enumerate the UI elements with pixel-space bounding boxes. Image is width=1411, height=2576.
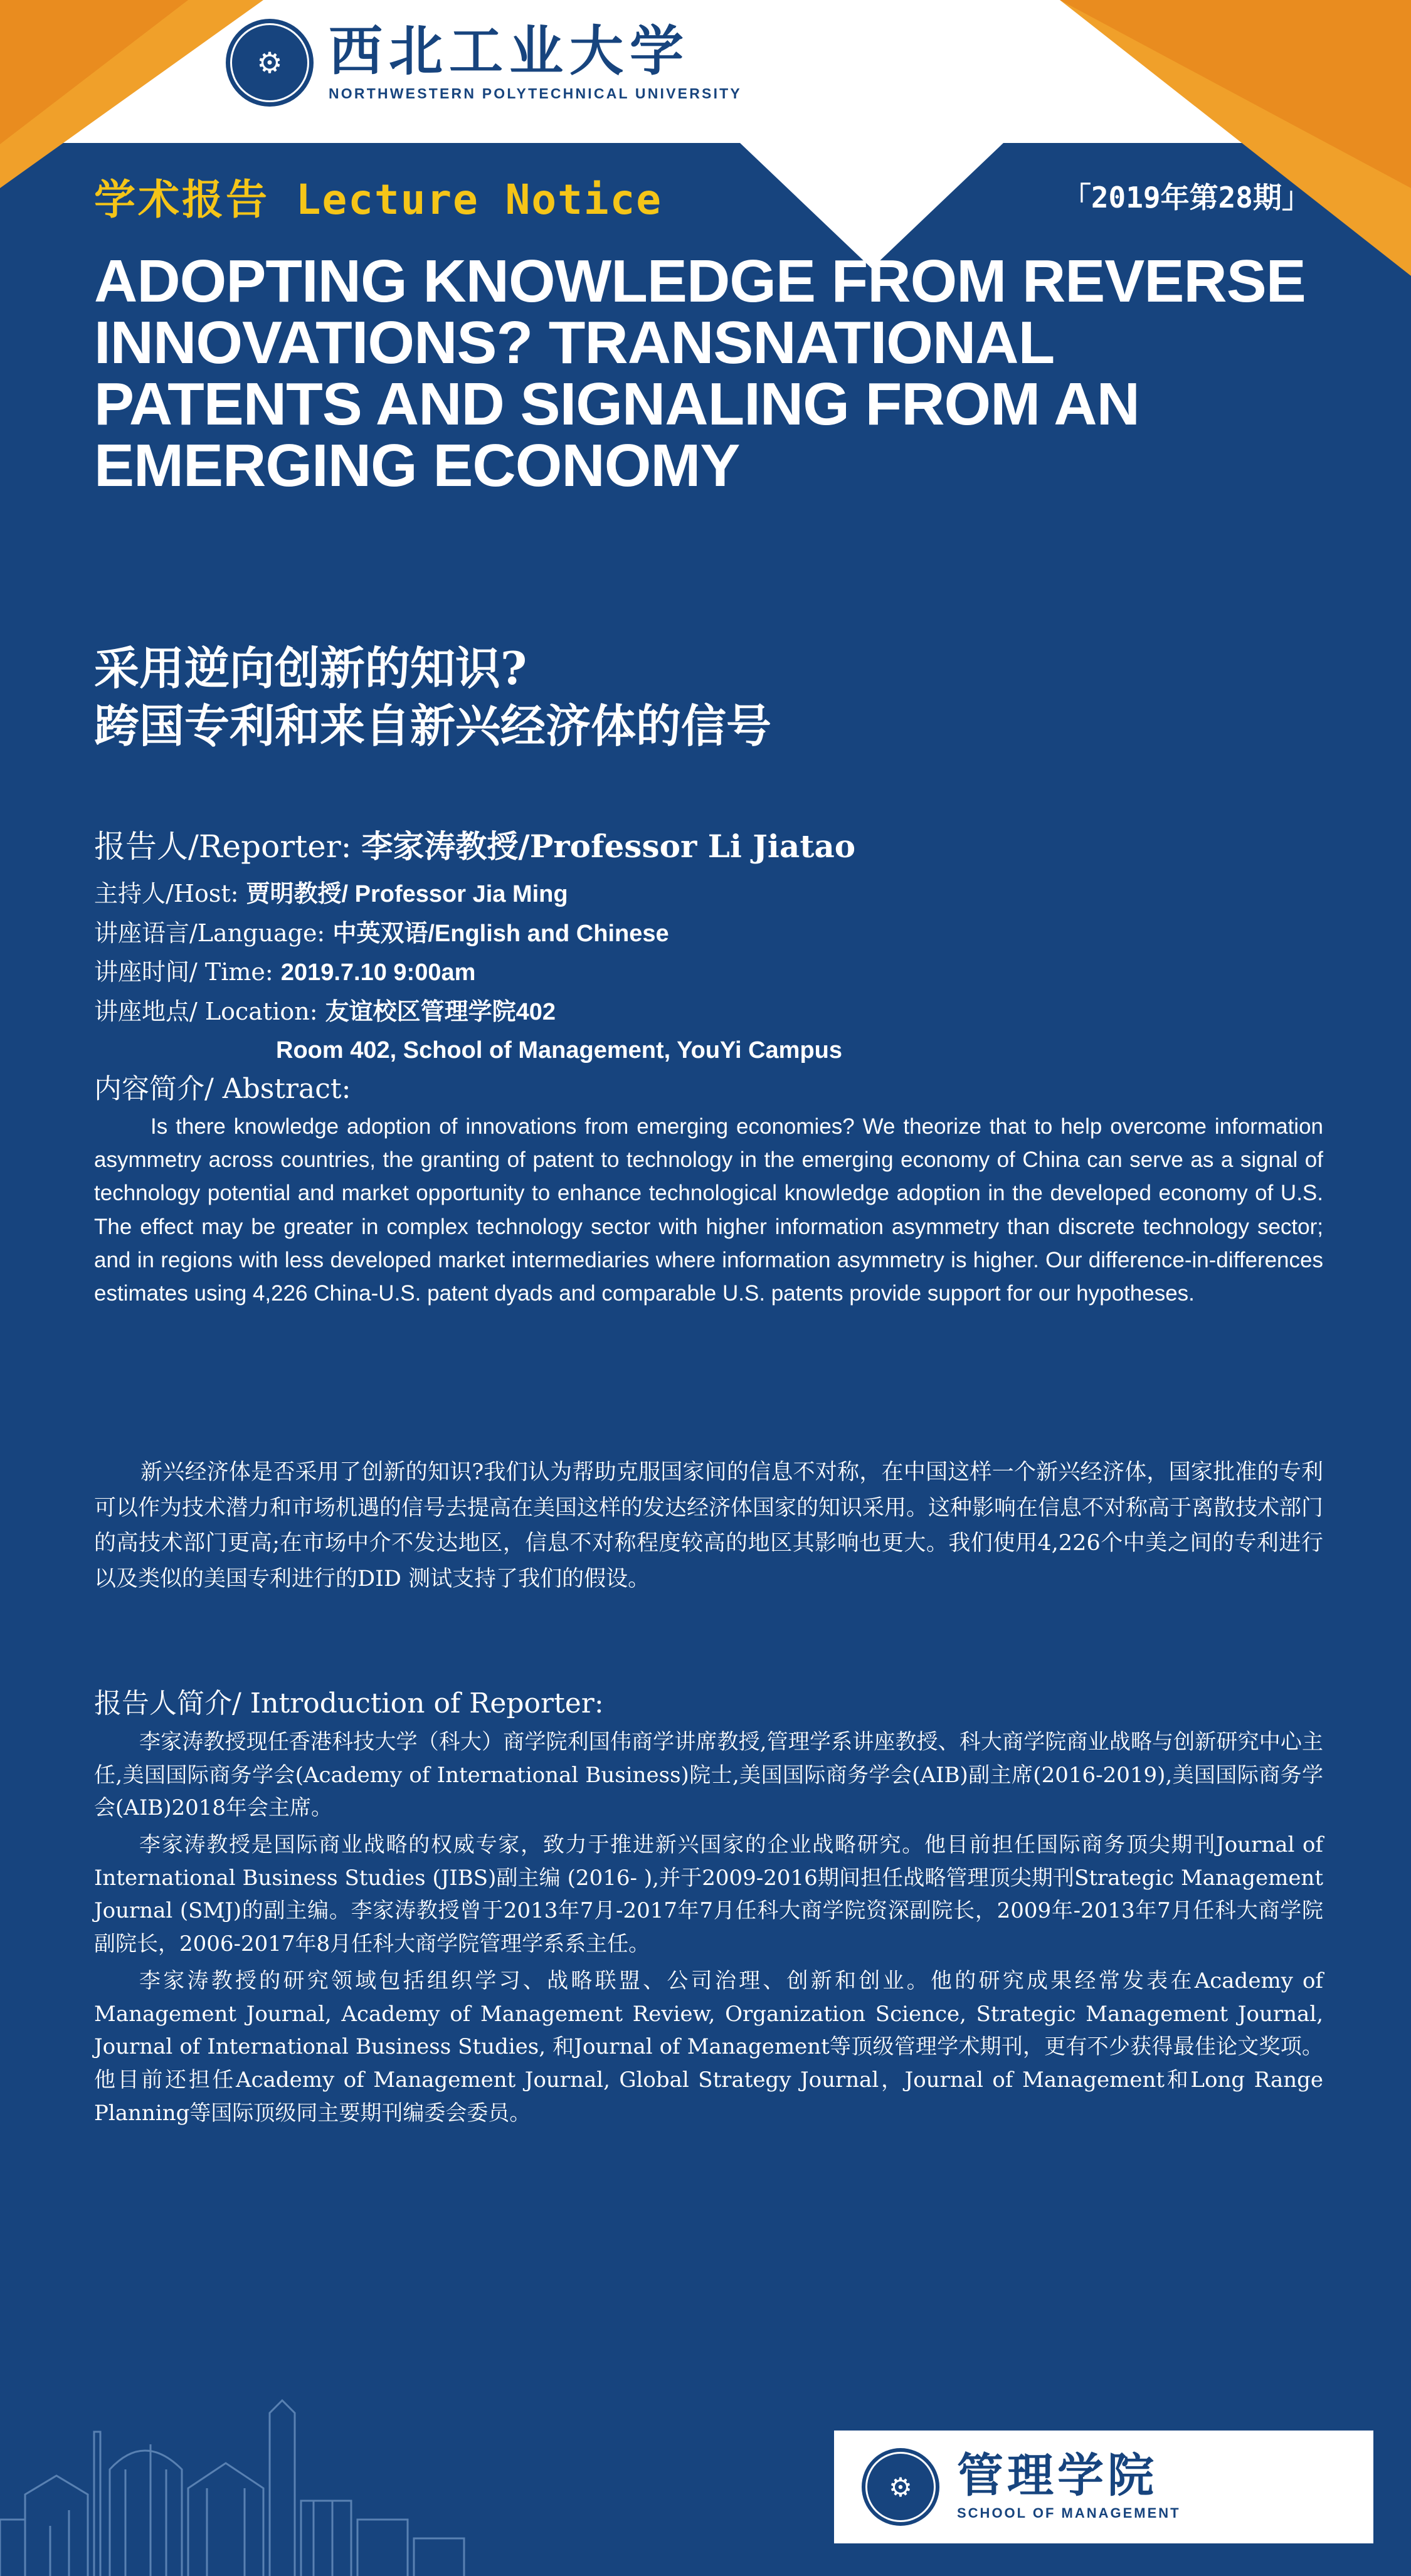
abstract-text-cn: 新兴经济体是否采用了创新的知识?我们认为帮助克服国家间的信息不对称，在中国这样一个新兴经济体，国家批准的专利可以作为技术潜力和市场机遇的信号去提高在美国这样的发达经济体国家的知识采用。这种影响在信息不对称高于离散技术部门的高技术部门更高;在市场中介不发达地区，信息不对称程度较高的地区其影响也更大。我们使用4,226个中美之间的专利进行以及类似的美国专利进行的DID 测试支持了我们的假设。 [94,1460,1324,1592]
intro-paragraph: 李家涛教授现任香港科技大学（科大）商学院利国伟商学讲席教授,管理学系讲座教授、科大商学院商业战略与创新研究中心主任,美国国际商务学会(Academy of International Business)院士,美国国际商务学会(AIB)副主席(2016-2019),美国国际商务学会(AIB)2018年会主席。 [94,1729,1323,1821]
host-label: 主持人/Host: [94,880,239,907]
host-row [94,875,1323,914]
issue-badge: 「2019年第28期」 [1062,181,1311,214]
page-title-cn-line1: 采用逆向创新的知识? [94,641,527,695]
intro-heading [94,1681,604,1721]
reporter-label: 报告人/Reporter: [94,828,352,865]
school-seal-icon [862,2448,939,2526]
school-name-en: SCHOOL OF MANAGEMENT [957,2505,1181,2521]
university-logo [226,19,742,107]
lecture-notice-title-cn: 学术报告 [94,174,270,224]
reporter-value: 李家涛教授/Professor Li Jiatao [361,828,856,865]
school-seal-glyph: ⚙ [889,2471,912,2503]
skyline-illustration [0,2225,690,2576]
intro-paragraph: 李家涛教授的研究领域包括组织学习、战略联盟、公司治理、创新和创业。他的研究成果经常发表在Academy of Management Journal, Academy of Management Review, Organization Science, Strategic Management Journal, Journal of International Business Studies, 和Journal of Management等顶级管理学术期刊，更有不少获得最佳论文奖项。他目前还担任Academy of Management Journal, Global Strategy Journal，Journal of Management和Long Range Planning等国际顶级同主要期刊编委会委员。 [94,1968,1323,2126]
host-value: 贾明教授/ Professor Jia Ming [246,881,568,907]
lecture-notice-title [94,166,662,226]
university-seal-icon [226,19,314,107]
reporter-line [94,821,1323,867]
time-label: 讲座时间/ Time: [94,958,273,986]
school-of-management-logo [834,2431,1373,2543]
abstract-text-en: Is there knowledge adoption of innovations from emerging economies? We theorize that to help overcome information asymmetry across countries, the granting of patent to technology in the emerging economy of China can serve as a signal of technology potential and market opportunity to enhance technological knowledge adoption in the developed economy of U.S. The effect may be greater in complex technology sector with higher information asymmetry than discrete technology sector; and in regions with less developed market intermediaries where information asymmetry is higher. Our difference-in-differences estimates using 4,226 China-U.S. patent dyads and comparable U.S. patents provide support for our hypotheses. [94,1114,1323,1306]
language-label: 讲座语言/Language: [94,919,325,947]
lecture-meta [94,875,1323,1070]
university-name-cn: 西北工业大学 [329,19,690,83]
intro-paragraph: 李家涛教授是国际商业战略的权威专家，致力于推进新兴国家的企业战略研究。他目前担任国际商务顶尖期刊Journal of International Business Studies (JIBS)副主编 (2016- ),并于2009-2016期间担任战略管理顶尖期刊Strategic Management Journal (SMJ)的副主编。李家涛教授曾于2013年7月-2017年7月任科大商学院资深副院长，2009年-2013年7月任科大商学院副院长，2006-2017年8月任科大商学院管理学系系主任。 [94,1832,1323,1957]
abstract-heading-text: 内容简介/ Abstract: [94,1073,351,1105]
location-value: 友谊校区管理学院402 [325,998,556,1025]
lecture-notice-row [94,164,1336,227]
page-title-cn [94,640,1323,755]
school-names [957,2449,1181,2521]
lecture-notice-title-en: Lecture Notice [295,175,663,224]
page-title-cn-line2: 跨国专利和来自新兴经济体的信号 [94,699,772,753]
location-value-en: Room 402, School of Management, YouYi Campus [276,1037,843,1064]
school-name-cn: 管理学院 [957,2449,1158,2503]
abstract-heading [94,1066,351,1106]
intro-heading-text: 报告人简介/ Introduction of Reporter: [94,1687,604,1719]
language-row [94,914,1323,954]
language-value: 中英双语/English and Chinese [332,920,669,947]
time-value: 2019.7.10 9:00am [280,959,476,986]
location-label: 讲座地点/ Location: [94,997,318,1025]
university-seal-glyph: ⚙ [256,46,283,80]
university-names [329,19,742,102]
page-title: ADOPTING KNOWLEDGE FROM REVERSE INNOVATIONS? TRANSNATIONAL PATENTS AND SIGNALING FROM AN EMERGING ECONOMY [94,248,1306,499]
time-row [94,953,1323,993]
university-name-en: NORTHWESTERN POLYTECHNICAL UNIVERSITY [329,85,742,102]
location-row [94,993,1323,1032]
intro-body [94,1726,1323,2133]
